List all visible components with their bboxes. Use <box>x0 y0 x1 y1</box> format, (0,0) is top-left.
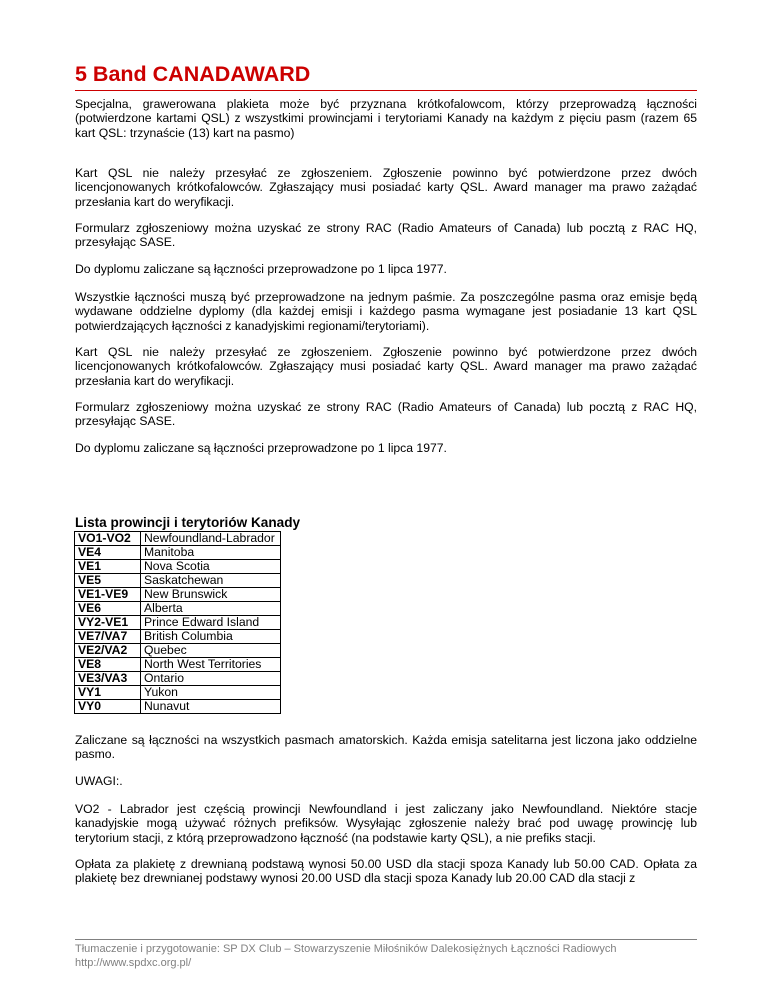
province-name: Saskatchewan <box>141 574 281 588</box>
table-row <box>75 630 281 644</box>
paragraph-date: Do dyplomu zaliczane są łączności przeprowadzone po 1 lipca 1977. <box>75 262 447 276</box>
paragraph-qsl-repeat: Kart QSL nie należy przesyłać ze zgłoszeniem. Zgłoszenie powinno być potwierdzone przez dwóch licencjonowanych krótkofalowców. Zgłaszający musi posiadać karty QSL. Award manager ma prawo zażądać przesłania kart do weryfikacji. <box>75 345 697 388</box>
province-code: VE5 <box>75 574 141 588</box>
footer-url[interactable]: http://www.spdxc.org.pl/ <box>75 957 192 969</box>
paragraph-form-repeat: Formularz zgłoszeniowy można uzyskać ze strony RAC (Radio Amateurs of Canada) lub pocztą z RAC HQ, przesyłając SASE. <box>75 400 697 429</box>
footer-divider <box>75 939 697 940</box>
province-name: Manitoba <box>141 546 281 560</box>
province-name: Nunavut <box>141 700 281 714</box>
table-row <box>75 588 281 602</box>
province-code: VE7/VA7 <box>75 630 141 644</box>
paragraph-notes: VO2 - Labrador jest częścią prowincji Newfoundland i jest zaliczany jako Newfoundland. Niektóre stacje kanadyjskie mogą używać różnych prefiksów. Wysyłając zgłoszenie należy brać pod uwagę prowincję lub terytorium stacji, z którą przeprowadzono łączność (na podstawie karty QSL), a nie prefiks stacji. <box>75 802 697 845</box>
province-name: Prince Edward Island <box>141 616 281 630</box>
title-underline <box>75 90 697 91</box>
province-name: British Columbia <box>141 630 281 644</box>
paragraph-intro: Specjalna, grawerowana plakieta może być przyznana krótkofalowcom, którzy przeprowadzą łączności (potwierdzone kartami QSL) z wszystkimi prowincjami i terytoriami Kanady na każdym z pięciu pasm (razem 65 kart QSL: trzynaście (13) kart na pasmo) <box>75 97 697 140</box>
paragraph-band: Wszystkie łączności muszą być przeprowadzone na jednym paśmie. Za poszczególne pasma oraz emisje będą wydawane oddzielne dyplomy (dla każdej emisji i każdego pasma wymagane jest posiadanie 13 kart QSL potwierdzających łączności z kanadyjskimi regionami/terytoriami). <box>75 290 697 333</box>
province-code: VY0 <box>75 700 141 714</box>
table-row <box>75 546 281 560</box>
province-code: VE8 <box>75 658 141 672</box>
province-code: VE3/VA3 <box>75 672 141 686</box>
province-name: North West Territories <box>141 658 281 672</box>
province-code: VE6 <box>75 602 141 616</box>
paragraph-qsl: Kart QSL nie należy przesyłać ze zgłoszeniem. Zgłoszenie powinno być potwierdzone przez dwóch licencjonowanych krótkofalowców. Zgłaszający musi posiadać karty QSL. Award manager ma prawo zażądać przesłania kart do weryfikacji. <box>75 166 697 209</box>
province-code: VY1 <box>75 686 141 700</box>
table-row <box>75 532 281 546</box>
table-row <box>75 644 281 658</box>
province-name: Nova Scotia <box>141 560 281 574</box>
table-row <box>75 616 281 630</box>
footer <box>75 942 697 970</box>
province-code: VO1-VO2 <box>75 532 141 546</box>
paragraph-notes-heading: UWAGI:. <box>75 774 123 788</box>
province-name: Ontario <box>141 672 281 686</box>
table-row <box>75 686 281 700</box>
province-name: New Brunswick <box>141 588 281 602</box>
paragraph-form: Formularz zgłoszeniowy można uzyskać ze strony RAC (Radio Amateurs of Canada) lub pocztą z RAC HQ, przesyłając SASE. <box>75 221 697 250</box>
table-row <box>75 602 281 616</box>
province-name: Yukon <box>141 686 281 700</box>
province-code: VE1 <box>75 560 141 574</box>
paragraph-date-repeat: Do dyplomu zaliczane są łączności przeprowadzone po 1 lipca 1977. <box>75 441 447 455</box>
province-name: Alberta <box>141 602 281 616</box>
province-code: VY2-VE1 <box>75 616 141 630</box>
province-code: VE1-VE9 <box>75 588 141 602</box>
province-code: VE2/VA2 <box>75 644 141 658</box>
province-code: VE4 <box>75 546 141 560</box>
table-row <box>75 560 281 574</box>
page-title: 5 Band CANADAWARD <box>75 62 311 86</box>
province-list-title: Lista prowincji i terytoriów Kanady <box>75 515 301 530</box>
table-row <box>75 672 281 686</box>
footer-credit: Tłumaczenie i przygotowanie: SP DX Club – Stowarzyszenie Miłośników Dalekosiężnych Łączności Radiowych <box>75 943 617 955</box>
table-row <box>75 700 281 714</box>
paragraph-bands: Zaliczane są łączności na wszystkich pasmach amatorskich. Każda emisja satelitarna jest liczona jako oddzielne pasmo. <box>75 733 697 762</box>
table-row <box>75 658 281 672</box>
table-row <box>75 574 281 588</box>
paragraph-fees: Opłata za plakietę z drewnianą podstawą wynosi 50.00 USD dla stacji spoza Kanady lub 50.00 CAD. Opłata za plakietę bez drewnianej podstawy wynosi 20.00 USD dla stacji spoza Kanady lub 20.00 CAD dla stacji z <box>75 857 697 886</box>
province-name: Newfoundland-Labrador <box>141 532 281 546</box>
province-name: Quebec <box>141 644 281 658</box>
province-table <box>74 531 281 714</box>
